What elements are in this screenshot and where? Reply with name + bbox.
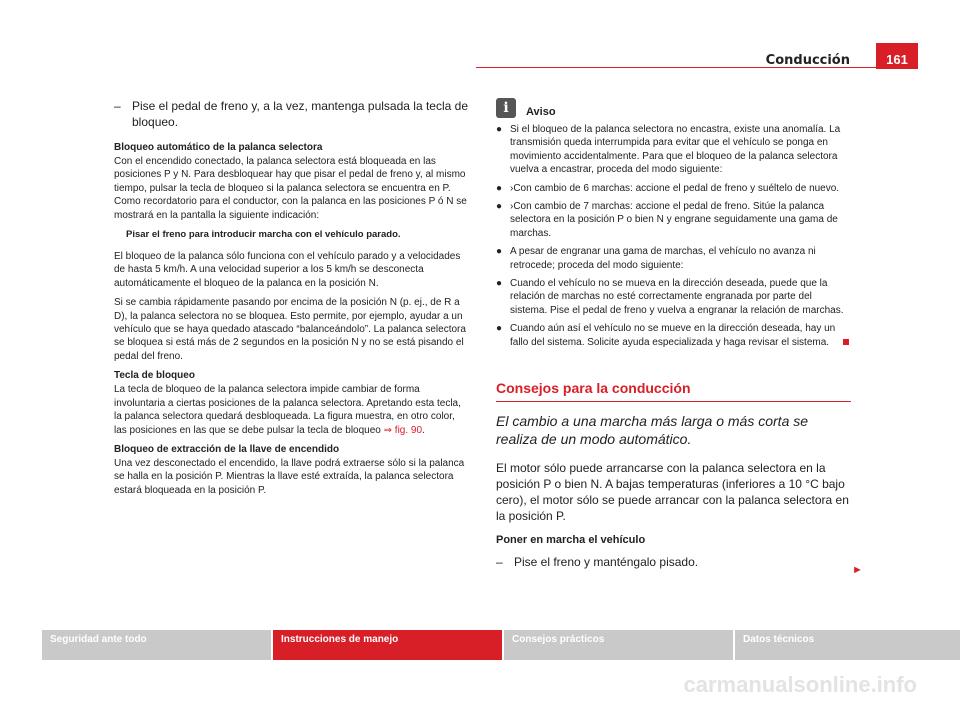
bullet-icon: ●: [496, 246, 503, 258]
left-column: [114, 98, 469, 503]
info-icon: i: [496, 98, 516, 118]
step-dash: –: [114, 99, 121, 113]
bullet-icon: ●: [496, 201, 503, 213]
step-dash: –: [496, 555, 503, 570]
list-item: [496, 245, 851, 272]
bullet-icon: ●: [496, 182, 503, 194]
step-text: Pise el freno y manténgalo pisado.: [514, 555, 699, 570]
step-brake-and-lock: [114, 98, 469, 130]
list-item: [496, 182, 851, 195]
section-lead: El cambio a una marcha más larga o más corta se realiza de un modo automático.: [496, 413, 809, 448]
bullet-icon: ●: [496, 124, 503, 135]
list-item-text: ›Con cambio de 7 marchas: accione el pedal de freno. Sitúe la palanca selectora en la posición P o bien N y engrane seguidamente una gama de marchas.: [510, 201, 838, 239]
bullet-icon: ●: [496, 323, 503, 335]
paragraph-speed-limit: El bloqueo de la palanca sólo funciona con el vehículo parado y a velocidades de hasta 5 km/h. A una velocidad superior a los 5 km/h se desconecta automáticamente el bloqueo de la palanca en la posición N.: [114, 251, 461, 289]
step-text: Pise el pedal de freno y, a la vez, mantenga pulsada la tecla de bloqueo.: [132, 99, 468, 129]
list-item-text: ›Con cambio de 6 marchas: accione el pedal de freno y suéltelo de nuevo.: [510, 182, 840, 194]
paragraph-start-engine: El motor sólo puede arrancarse con la palanca selectora en la posición P o bien N. A bajas temperaturas (inferiores a 10 °C bajo cero), el motor sólo se puede arrancar con la palanca selectora en la posición P.: [496, 461, 849, 524]
list-item-text: Cuando el vehículo no se mueva en la dirección deseada, puede que la relación de marchas no esté correctamente engranada por parte del sistema. Pise el pedal de freno y vuelva a engranar la relación de marchas.: [510, 278, 844, 316]
list-item: [496, 200, 851, 240]
paragraph-lock-key-text: La tecla de bloqueo de la palanca selectora impide cambiar de forma involuntaria a ciertas posiciones de la palanca selectora. Apretando esta tecla, la palanca selectora quedará desbloqueada. La figura muestra, en otro color, las posiciones en las que se debe pulsar la tecla de bloqueo: [114, 384, 461, 436]
list-item-text: Si el bloqueo de la palanca selectora no encastra, existe una anomalía. La transmisión queda interrumpida para evitar que el vehículo se ponga en movimiento accidentalmente. Para que el bloqueo de la palanca selectora vuelva a encastrar, proceda del modo siguiente:: [510, 124, 841, 176]
paragraph-quick-shift: Si se cambia rápidamente pasando por encima de la posición N (p. ej., de R a D), la palanca selectora no se bloquea. Esto permite, por ejemplo, ayudar a un vehículo que se haya quedado atascado “balanceándolo”. La palanca selectora se bloquea si está más de 2 segundos en la posición N y no se está pisando el pedal del freno.: [114, 297, 466, 362]
list-item: [496, 322, 851, 349]
tab-datos[interactable]: Datos técnicos: [735, 630, 960, 660]
list-item-text: [510, 322, 851, 349]
paragraph-auto-lock: Con el encendido conectado, la palanca selectora está bloqueada en las posiciones P y N. Para desbloquear hay que pisar el pedal de freno y, al mismo tiempo, pulsar la tecla de bloqueo si la palanca selectora se encuentra en P. Como recordatorio para el conductor, con la palanca en las posiciones P ó N se mostrará en la pantalla la siguiente indicación:: [114, 156, 467, 221]
right-column: [496, 98, 851, 581]
tab-consejos[interactable]: Consejos prácticos: [504, 630, 733, 660]
notice-header: [496, 98, 851, 118]
paragraph-key-lock: Una vez desconectado el encendido, la llave podrá extraerse sólo si la palanca se halla en la posición P. Mientras la llave esté extraída, la palanca selectora estará bloqueada en la posición P.: [114, 457, 465, 496]
section-divider: [496, 401, 851, 402]
list-item-text-inner: Cuando aún así el vehículo no se mueve en la dirección deseada, hay un fallo del sistema. Solicite ayuda especializada y haga revisar el sistema.: [510, 323, 836, 348]
watermark: carmanualsonline.info: [683, 672, 917, 697]
tab-instrucciones[interactable]: Instrucciones de manejo: [273, 630, 502, 660]
paragraph-lock-key: [114, 383, 469, 437]
notice-label: Aviso: [526, 106, 556, 118]
list-item: [496, 277, 851, 317]
tab-seguridad[interactable]: Seguridad ante todo: [42, 630, 271, 660]
heading-auto-lock: Bloqueo automático de la palanca selectora: [114, 142, 323, 153]
list-item: [496, 123, 851, 177]
continue-arrow-icon: ►: [852, 564, 863, 576]
page-header-title: Conducción: [765, 53, 850, 68]
heading-lock-key: Tecla de bloqueo: [114, 370, 195, 382]
heading-key-lock: Bloqueo de extracción de la llave de encendido: [114, 443, 340, 455]
paragraph-lock-key-end: .: [422, 424, 425, 436]
footer-nav: [42, 630, 960, 660]
section-title: Consejos para la conducción: [496, 380, 691, 397]
heading-start-vehicle: Poner en marcha el vehículo: [496, 534, 646, 547]
header-divider: [476, 67, 876, 68]
step-hold-brake: [496, 554, 851, 570]
figure-90-link[interactable]: ⇒ fig. 90: [383, 424, 423, 436]
display-message: Pisar el freno para introducir marcha con el vehículo parado.: [126, 229, 401, 241]
page-number: 161: [876, 43, 918, 69]
list-item-text: A pesar de engranar una gama de marchas, el vehículo no avanza ni retrocede; proceda del modo siguiente:: [510, 246, 816, 271]
bullet-icon: ●: [496, 278, 503, 290]
end-of-notice-icon: [843, 339, 849, 345]
